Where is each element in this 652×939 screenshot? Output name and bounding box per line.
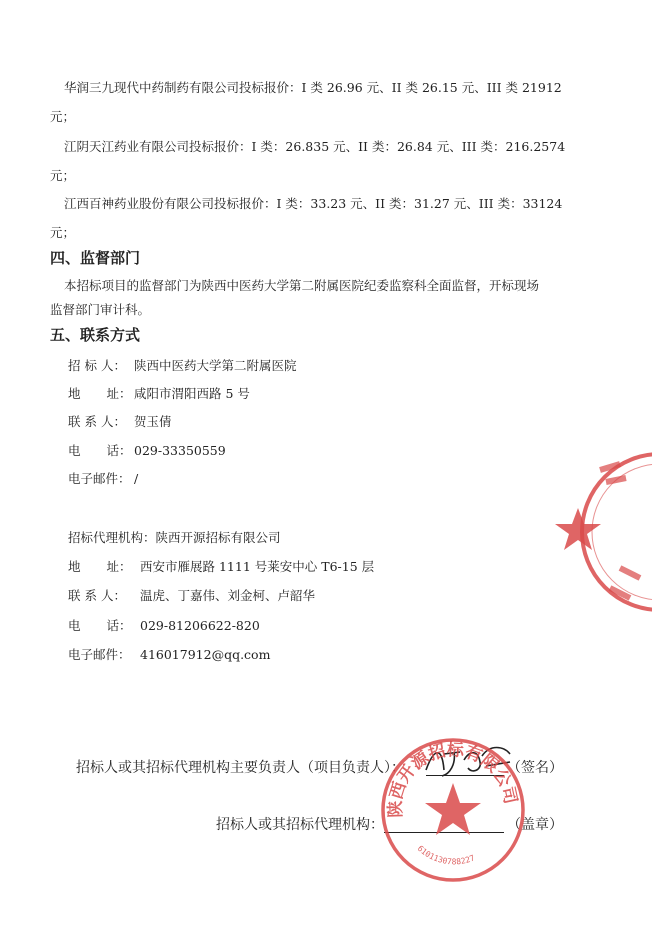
tenderer-contact-row — [68, 412, 172, 430]
agency-contact-value: 温虎、丁嘉伟、刘金柯、卢韶华 — [140, 588, 316, 603]
signature-org-suffix: （盖章） — [507, 817, 563, 833]
signature-person-suffix: （签名） — [507, 760, 563, 776]
tenderer-contact-value: 贺玉倩 — [134, 414, 172, 429]
tenderer-email-row — [68, 469, 138, 487]
seal-text: 陕西开源招标有限公司 — [385, 740, 521, 818]
supervision-heading: 四、监督部门 — [50, 249, 141, 267]
agency-contact-row — [68, 586, 315, 604]
tenderer-name-row — [68, 356, 297, 374]
tenderer-address-row — [68, 384, 250, 402]
contact-heading: 五、联系方式 — [50, 326, 141, 344]
company-seal — [378, 735, 528, 885]
tenderer-address-label: 地 址： — [68, 386, 132, 401]
seal-number: 6101130788227 — [415, 843, 477, 867]
agency-address-row — [68, 557, 374, 575]
svg-text:6101130788227 — [416, 844, 477, 867]
agency-phone-value: 029-81206622-820 — [140, 618, 260, 633]
agency-phone-row — [68, 616, 260, 634]
seal-star-icon — [425, 783, 481, 835]
agency-address-value: 西安市雁展路 1111 号莱安中心 T6-15 层 — [140, 559, 375, 574]
tenderer-name-value: 陕西中医药大学第二附属医院 — [134, 358, 297, 373]
agency-title: 招标代理机构：陕西开源招标有限公司 — [68, 530, 281, 545]
agency-email-value: 416017912@qq.com — [140, 647, 271, 662]
bid-price-1-line2: 元； — [50, 109, 76, 124]
tenderer-address-value: 咸阳市渭阳西路 5 号 — [134, 386, 250, 401]
agency-phone-label: 电 话： — [68, 618, 132, 633]
tenderer-phone-value: 029-33350559 — [134, 443, 226, 458]
signature-person-text: 招标人或其招标代理机构主要负责人（项目负责人）： — [76, 760, 405, 776]
agency-contact-label: 联 系 人： — [68, 588, 126, 603]
agency-email-row — [68, 645, 270, 663]
bid-price-2-line2: 元； — [50, 168, 76, 183]
supervision-line1: 本招标项目的监督部门为陕西中医药大学第二附属医院纪委监察科全面监督，开标现场 — [64, 278, 540, 293]
supervision-line2: 监督部门审计科。 — [50, 302, 151, 317]
tenderer-contact-label: 联 系 人： — [68, 414, 126, 429]
partial-seal-right — [560, 448, 652, 618]
bid-price-3-line2: 元； — [50, 225, 76, 240]
signature-org-text: 招标人或其招标代理机构： — [216, 817, 384, 833]
tenderer-name-label: 招 标 人： — [68, 358, 126, 373]
agency-address-label: 地 址： — [68, 559, 132, 574]
bid-price-3-line1: 江西百神药业股份有限公司投标报价：I 类：33.23 元、II 类：31.27 元、III 类：33124 — [64, 196, 563, 211]
tenderer-phone-row — [68, 441, 226, 459]
agency-email-label: 电子邮件： — [68, 647, 131, 662]
tenderer-email-value: / — [134, 471, 139, 486]
bid-price-1-line1: 华润三九现代中药制药有限公司投标报价：I 类 26.96 元、II 类 26.15 元、III 类 21912 — [64, 80, 562, 95]
bid-price-2-line1: 江阴天江药业有限公司投标报价：I 类：26.835 元、II 类：26.84 元、III 类：216.2574 — [64, 139, 566, 154]
tenderer-email-label: 电子邮件： — [68, 471, 131, 486]
tenderer-phone-label: 电 话： — [68, 443, 132, 458]
